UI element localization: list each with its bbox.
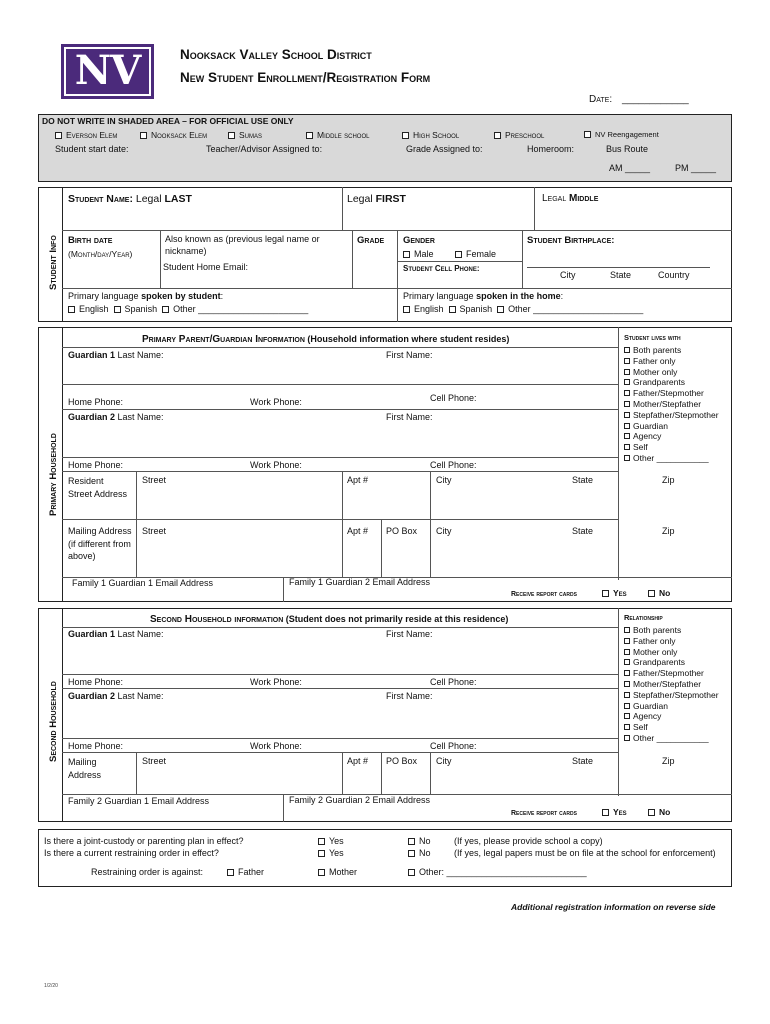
second-zip[interactable]: Zip (662, 756, 675, 766)
checkbox-icon (624, 369, 630, 375)
second-city[interactable]: City (436, 756, 452, 766)
checkbox-icon (318, 850, 325, 857)
birthplace-state: State (610, 270, 632, 280)
school-middle[interactable]: Middle school (306, 131, 369, 140)
official-title: DO NOT WRITE IN SHADED AREA – FOR OFFICIAL USE ONLY (42, 116, 294, 126)
sg2-first-name[interactable]: First Name: (386, 691, 433, 701)
resident-apt[interactable]: Apt # (347, 475, 369, 485)
lives-with-option[interactable]: Other ___________ (624, 453, 719, 464)
lives-with-title: Student lives with (624, 333, 681, 342)
primary-report-no[interactable]: No (648, 589, 670, 598)
checkbox-icon (624, 659, 630, 665)
custody-yes[interactable]: Yes (318, 837, 344, 846)
school-preschool[interactable]: Preschool (494, 131, 544, 140)
checkbox-icon (624, 379, 630, 385)
lives-with-list (624, 345, 719, 464)
mailing-street[interactable]: Street (142, 526, 167, 536)
primary-section-title: Primary Parent/Guardian Information (Household information where student resides) (142, 334, 510, 345)
checkbox-icon (228, 132, 235, 139)
school-everson[interactable]: Everson Elem (55, 131, 117, 140)
second-po-box[interactable]: PO Box (386, 756, 418, 766)
student-info-side-label: Student Info (48, 235, 59, 290)
relationship-option[interactable]: Father only (624, 636, 719, 647)
custody-note: (If yes, please provide school a copy) (454, 836, 603, 846)
checkbox-icon (227, 869, 234, 876)
pg2-home-phone[interactable]: Home Phone: (68, 460, 124, 470)
resident-zip[interactable]: Zip (662, 475, 675, 485)
checkbox-icon (306, 132, 313, 139)
checkbox-icon (455, 251, 462, 258)
checkbox-icon (114, 306, 121, 313)
pg2-last-name[interactable]: Guardian 2 Last Name: (68, 412, 164, 422)
date-label: Date: (589, 94, 613, 105)
relationship-option[interactable]: Both parents (624, 625, 719, 636)
checkbox-icon (497, 306, 504, 313)
custody-question: Is there a joint-custody or parenting plan in effect? (44, 836, 244, 846)
birthplace-label[interactable]: Student Birthplace: (527, 235, 615, 246)
checkbox-icon (624, 724, 630, 730)
checkbox-icon (624, 627, 630, 633)
relationship-option[interactable]: Self (624, 722, 719, 733)
checkbox-icon (624, 455, 630, 461)
second-report-cards-label: Receive report cards (511, 810, 577, 817)
checkbox-icon (584, 131, 591, 138)
relationship-option[interactable]: Guardian (624, 701, 719, 712)
pg1-last-name[interactable]: Guardian 1 Last Name: (68, 350, 164, 360)
checkbox-icon (318, 869, 325, 876)
pg2-cell-phone[interactable]: Cell Phone: (430, 460, 477, 470)
against-other[interactable]: Other: ____________________________ (408, 868, 587, 877)
second-section-title: Second Household information (Student does not primarily reside at this residence) (150, 614, 509, 625)
checkbox-icon (162, 306, 169, 313)
legal-middle-label[interactable]: Legal Middle (542, 193, 599, 204)
gender-male[interactable]: Male (403, 250, 434, 259)
against-mother[interactable]: Mother (318, 868, 357, 877)
relationship-option[interactable]: Mother only (624, 647, 719, 658)
lives-with-option[interactable]: Grandparents (624, 377, 719, 388)
grade-label[interactable]: Grade (357, 235, 385, 246)
checkbox-icon (140, 132, 147, 139)
checkbox-icon (648, 590, 655, 597)
restraining-no[interactable]: No (408, 849, 431, 858)
pg2-work-phone[interactable]: Work Phone: (250, 460, 302, 470)
checkbox-icon (494, 132, 501, 139)
sg1-cell-phone[interactable]: Cell Phone: (430, 677, 477, 687)
school-sumas[interactable]: Sumas (228, 131, 262, 140)
f2-g1-email[interactable]: Family 2 Guardian 1 Email Address (68, 796, 210, 806)
resident-address-label: Resident Street Address (68, 476, 128, 499)
primary-report-cards-label: Receive report cards (511, 591, 577, 598)
second-mailing-label: Mailing Address (68, 757, 102, 780)
reverse-side-note: Additional registration information on reverse side (511, 902, 716, 912)
f1-g1-email[interactable]: Family 1 Guardian 1 Email Address (72, 578, 214, 588)
second-report-yes[interactable]: Yes (602, 808, 627, 817)
student-info-section (38, 187, 732, 322)
language-spoken-label: Primary language spoken by student: (68, 291, 224, 301)
lives-with-option[interactable]: Both parents (624, 345, 719, 356)
lives-with-option[interactable]: Father only (624, 356, 719, 367)
mailing-state[interactable]: State (572, 526, 594, 536)
logo-text: NV (74, 47, 141, 94)
lives-with-option[interactable]: Agency (624, 431, 719, 442)
date-field[interactable]: ____________ (622, 94, 689, 105)
relationship-option[interactable]: Grandparents (624, 657, 719, 668)
sg2-last-name[interactable]: Guardian 2 Last Name: (68, 691, 164, 701)
mailing-po-box[interactable]: PO Box (386, 526, 418, 536)
resident-state[interactable]: State (572, 475, 594, 485)
checkbox-icon (624, 649, 630, 655)
checkbox-icon (624, 412, 630, 418)
relationship-option[interactable]: Stepfather/Stepmother (624, 690, 719, 701)
checkbox-icon (624, 390, 630, 396)
checkbox-icon (624, 713, 630, 719)
checkbox-icon (408, 838, 415, 845)
checkbox-icon (624, 358, 630, 364)
resident-city[interactable]: City (436, 475, 452, 485)
checkbox-icon (402, 132, 409, 139)
checkbox-icon (318, 838, 325, 845)
checkbox-icon (408, 869, 415, 876)
checkbox-icon (624, 638, 630, 644)
sg1-last-name[interactable]: Guardian 1 Last Name: (68, 629, 164, 639)
grade-assigned-label: Grade Assigned to: (406, 144, 483, 154)
checkbox-icon (55, 132, 62, 139)
sg1-work-phone[interactable]: Work Phone: (250, 677, 302, 687)
birth-date-format: (Month/day/Year) (68, 249, 133, 259)
language-home-label: Primary language spoken in the home: (403, 291, 564, 301)
student-cell-label[interactable]: Student Cell Phone: (403, 264, 480, 273)
checkbox-icon (624, 670, 630, 676)
relationship-option[interactable]: Mother/Stepfather (624, 679, 719, 690)
checkbox-icon (624, 692, 630, 698)
lives-with-option[interactable]: Stepfather/Stepmother (624, 410, 719, 421)
birthplace-city: City (560, 270, 576, 280)
restraining-against-label: Restraining order is against: (91, 867, 204, 877)
school-nooksack[interactable]: Nooksack Elem (140, 131, 207, 140)
second-household-side-label: Second Household (48, 681, 59, 762)
student-email-label[interactable]: Student Home Email: (163, 262, 249, 272)
sg2-cell-phone[interactable]: Cell Phone: (430, 741, 477, 751)
lives-with-option[interactable]: Mother only (624, 367, 719, 378)
checkbox-icon (602, 590, 609, 597)
pm-field[interactable]: PM _____ (675, 163, 717, 173)
gender-female[interactable]: Female (455, 250, 496, 259)
pg1-work-phone[interactable]: Work Phone: (250, 397, 302, 407)
pg2-first-name[interactable]: First Name: (386, 412, 433, 422)
student-name-label[interactable]: Student Name: Legal LAST (68, 193, 192, 205)
checkbox-icon (624, 433, 630, 439)
checkbox-icon (602, 809, 609, 816)
legal-first-label[interactable]: Legal FIRST (347, 193, 406, 205)
pg1-cell-phone[interactable]: Cell Phone: (430, 393, 477, 403)
gender-label: Gender (403, 235, 435, 246)
restraining-question: Is there a current restraining order in effect? (44, 848, 219, 858)
district-logo (61, 44, 154, 99)
sg1-home-phone[interactable]: Home Phone: (68, 677, 124, 687)
custody-no[interactable]: No (408, 837, 431, 846)
checkbox-icon (624, 423, 630, 429)
checkbox-icon (624, 401, 630, 407)
resident-street[interactable]: Street (142, 475, 167, 485)
checkbox-icon (403, 306, 410, 313)
form-revision-code: 1/2/20 (44, 983, 58, 989)
restraining-yes[interactable]: Yes (318, 849, 344, 858)
second-street[interactable]: Street (142, 756, 167, 766)
primary-household-side-label: Primary Household (48, 433, 59, 516)
primary-report-yes[interactable]: Yes (602, 589, 627, 598)
checkbox-icon (449, 306, 456, 313)
relationship-option[interactable]: Agency (624, 711, 719, 722)
lives-with-option[interactable]: Father/Stepmother (624, 388, 719, 399)
checkbox-icon (624, 444, 630, 450)
f1-g2-email[interactable]: Family 1 Guardian 2 Email Address (289, 577, 431, 587)
am-field[interactable]: AM _____ (609, 163, 651, 173)
bus-route-label: Bus Route (606, 144, 649, 154)
relationship-option[interactable]: Father/Stepmother (624, 668, 719, 679)
restraining-note: (If yes, legal papers must be on file at the school for enforcement) (454, 848, 716, 858)
birth-date-label[interactable]: Birth date (68, 235, 113, 246)
lives-with-option[interactable]: Mother/Stepfather (624, 399, 719, 410)
language-spoken-options[interactable]: English Spanish Other ______________________ (68, 305, 308, 314)
start-date-label: Student start date: (55, 144, 129, 154)
school-reengagement[interactable]: NV Reengagement (584, 131, 659, 139)
checkbox-icon (403, 251, 410, 258)
school-high[interactable]: High School (402, 131, 459, 140)
second-report-no[interactable]: No (648, 808, 670, 817)
aka-label[interactable]: Also known as (previous legal name or nickname) (165, 234, 320, 256)
checkbox-icon (624, 703, 630, 709)
pg1-first-name[interactable]: First Name: (386, 350, 433, 360)
birthplace-country: Country (658, 270, 690, 280)
mailing-address-label: Mailing Address (if different from above) (68, 526, 132, 561)
sg1-first-name[interactable]: First Name: (386, 629, 433, 639)
relationship-option[interactable]: Other ___________ (624, 733, 719, 744)
checkbox-icon (68, 306, 75, 313)
checkbox-icon (624, 347, 630, 353)
mailing-city[interactable]: City (436, 526, 452, 536)
checkbox-icon (648, 809, 655, 816)
pg1-home-phone[interactable]: Home Phone: (68, 397, 124, 407)
sg2-work-phone[interactable]: Work Phone: (250, 741, 302, 751)
sg2-home-phone[interactable]: Home Phone: (68, 741, 124, 751)
f2-g2-email[interactable]: Family 2 Guardian 2 Email Address (289, 795, 431, 805)
checkbox-icon (408, 850, 415, 857)
lives-with-option[interactable]: Self (624, 442, 719, 453)
relationship-list (624, 625, 719, 744)
mailing-apt[interactable]: Apt # (347, 526, 369, 536)
lives-with-option[interactable]: Guardian (624, 421, 719, 432)
second-apt[interactable]: Apt # (347, 756, 369, 766)
mailing-zip[interactable]: Zip (662, 526, 675, 536)
second-state[interactable]: State (572, 756, 594, 766)
checkbox-icon (624, 735, 630, 741)
against-father[interactable]: Father (227, 868, 264, 877)
district-name: Nooksack Valley School District (180, 47, 372, 62)
language-home-options[interactable]: English Spanish Other ______________________ (403, 305, 643, 314)
checkbox-icon (624, 681, 630, 687)
teacher-label: Teacher/Advisor Assigned to: (206, 144, 323, 154)
relationship-title: Relationship (624, 613, 663, 622)
homeroom-label: Homeroom: (527, 144, 575, 154)
form-title: New Student Enrollment/Registration Form (180, 70, 431, 85)
